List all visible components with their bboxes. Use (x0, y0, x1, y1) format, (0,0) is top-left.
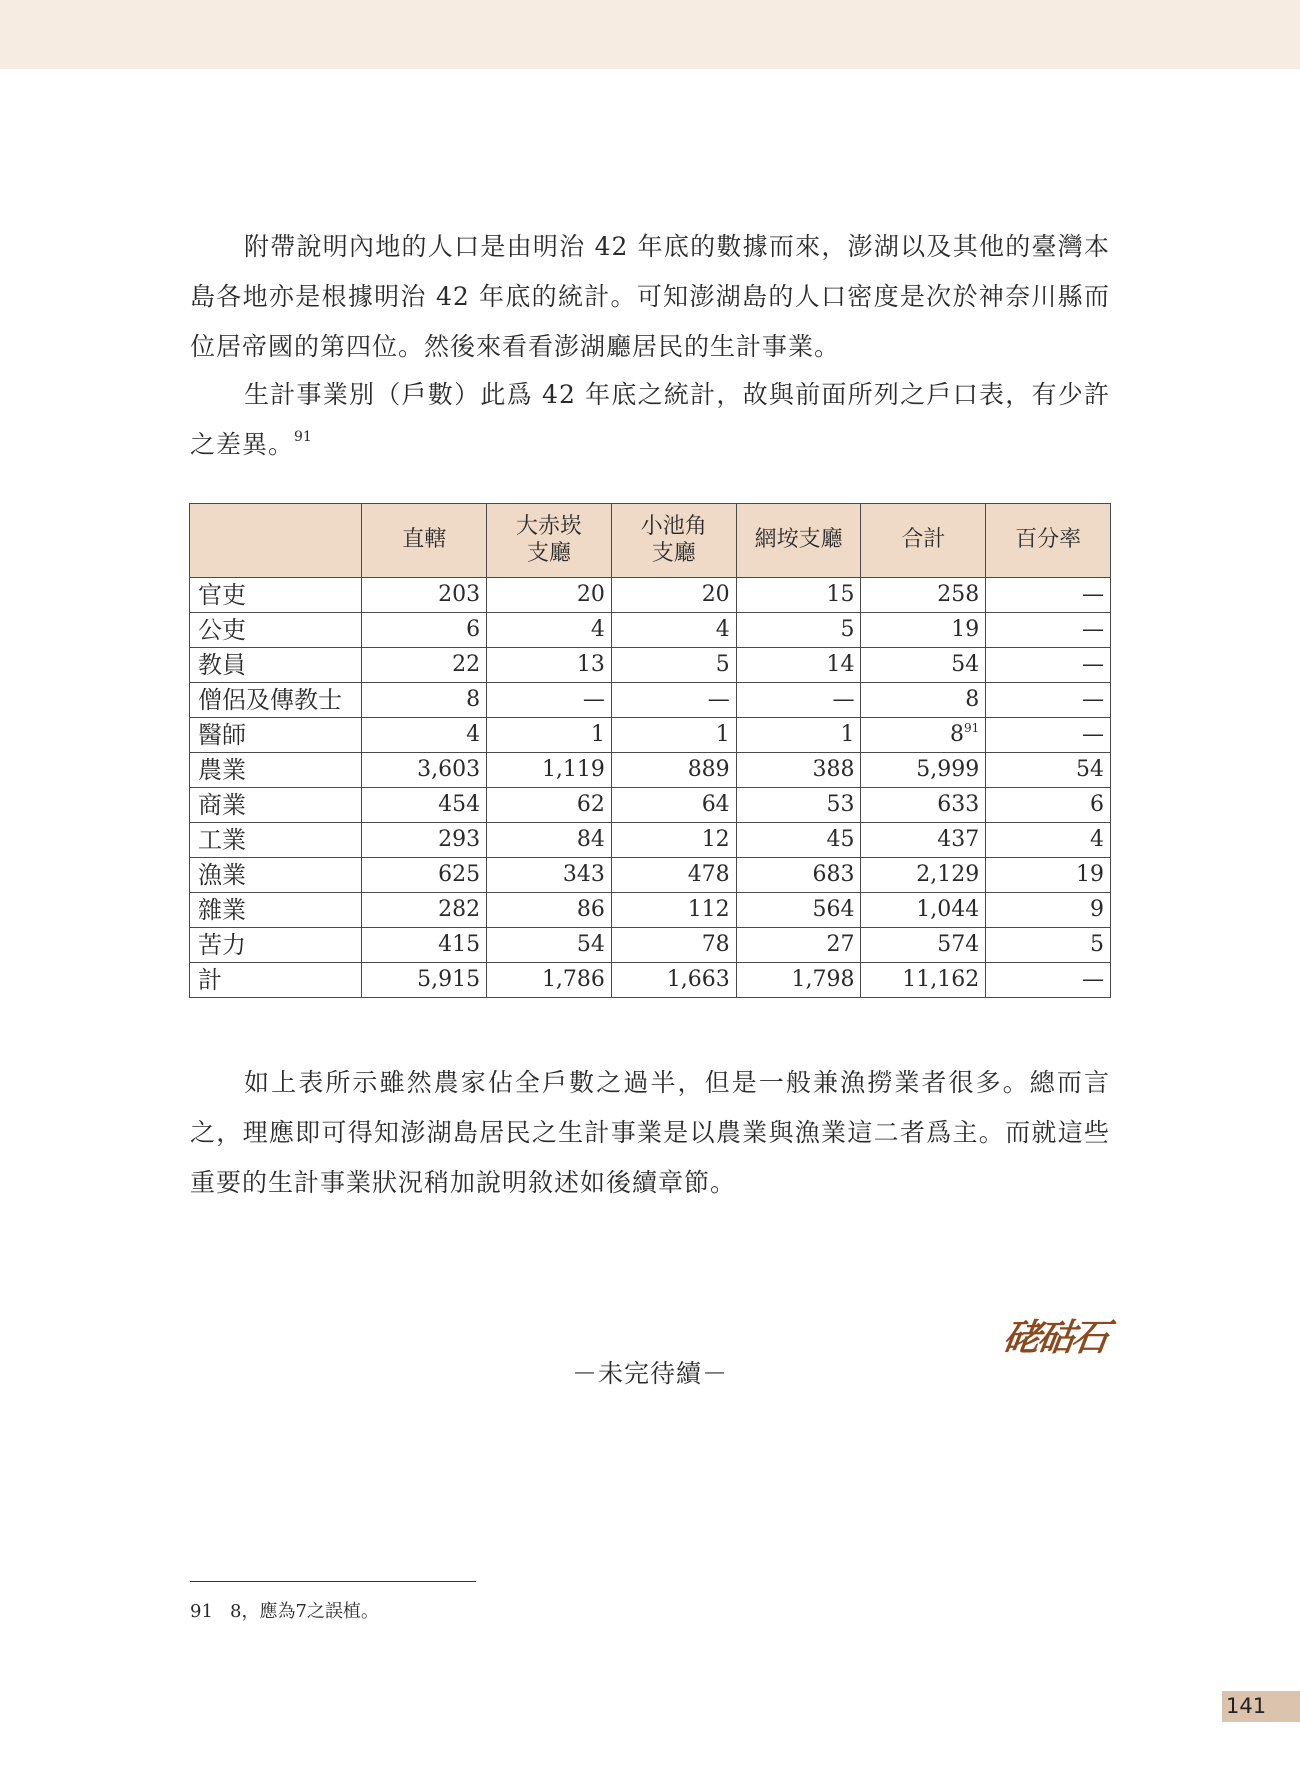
table-cell (736, 788, 861, 823)
table-cell (861, 893, 986, 928)
cell-value: 19 (951, 616, 980, 642)
cell-value: 454 (438, 791, 481, 817)
table-cell (611, 893, 736, 928)
cell-value: — (582, 686, 605, 712)
occupation-households-table (189, 503, 1111, 998)
cell-value: 13 (576, 651, 605, 677)
table-cell (736, 963, 861, 998)
table-cell (611, 858, 736, 893)
table-body (190, 578, 1111, 998)
cell-value: 86 (576, 896, 605, 922)
table-cell (736, 858, 861, 893)
table-cell (487, 718, 612, 753)
table-cell (986, 753, 1111, 788)
table-cell (986, 858, 1111, 893)
cell-value: 45 (826, 826, 855, 852)
table-cell (487, 823, 612, 858)
cell-value: — (832, 686, 855, 712)
table-cell (986, 613, 1111, 648)
table-row (190, 753, 1111, 788)
table-header-cell: 小池角 支廳 (611, 504, 736, 578)
cell-value: 293 (438, 826, 481, 852)
table-header-corner (190, 504, 362, 578)
cell-value: 574 (937, 931, 980, 957)
table-cell (736, 718, 861, 753)
table-cell (861, 718, 986, 753)
table-cell (736, 683, 861, 718)
table-cell (736, 753, 861, 788)
cell-value: 20 (576, 581, 605, 607)
table-cell (736, 648, 861, 683)
row-label: 僧侶及傳教士 (190, 683, 362, 718)
cell-value: — (1082, 651, 1104, 677)
cell-value: 282 (438, 896, 481, 922)
row-label: 計 (190, 963, 362, 998)
table-cell (736, 928, 861, 963)
table-cell (362, 893, 487, 928)
table-cell (861, 823, 986, 858)
table-cell (611, 788, 736, 823)
footnote-number: 91 (190, 1601, 213, 1622)
cell-value: 564 (812, 896, 855, 922)
cell-value: 15 (826, 581, 855, 607)
table-header-cell: 直轄 (362, 504, 487, 578)
cell-value: 1,786 (541, 966, 605, 992)
table-cell (736, 893, 861, 928)
table-header-row (190, 504, 1111, 578)
table-cell (362, 963, 487, 998)
cell-value: 3,603 (417, 756, 481, 782)
table-cell (736, 823, 861, 858)
cell-value: 62 (576, 791, 605, 817)
table-cell (736, 578, 861, 613)
magazine-logo: 硓𥑮石 (1000, 1315, 1109, 1359)
cell-value: 1,798 (791, 966, 855, 992)
table-row (190, 578, 1111, 613)
cell-value: — (1082, 616, 1104, 642)
cell-value: 5,915 (417, 966, 481, 992)
table-cell (487, 753, 612, 788)
table-row (190, 823, 1111, 858)
cell-value: 4 (590, 616, 605, 642)
cell-value: 1 (715, 721, 730, 747)
table-cell (487, 613, 612, 648)
row-label: 醫師 (190, 718, 362, 753)
table-cell (861, 788, 986, 823)
cell-value: 5 (840, 616, 855, 642)
cell-value: 1 (590, 721, 605, 747)
cell-value: 258 (937, 581, 980, 607)
table-row (190, 928, 1111, 963)
cell-value: 415 (438, 931, 481, 957)
table-cell (611, 683, 736, 718)
row-label: 官吏 (190, 578, 362, 613)
table-cell (362, 648, 487, 683)
cell-value: 683 (812, 861, 855, 887)
cell-value: 64 (701, 791, 730, 817)
top-decorative-band (0, 0, 1300, 69)
cell-value: 19 (1076, 861, 1104, 887)
footnote-ref: 91 (294, 429, 312, 445)
table-cell (986, 718, 1111, 753)
table-cell (986, 648, 1111, 683)
cell-value: 54 (951, 651, 980, 677)
cell-value: 27 (826, 931, 855, 957)
row-label: 教員 (190, 648, 362, 683)
cell-value: 4 (466, 721, 481, 747)
to-be-continued: －未完待續－ (571, 1359, 728, 1388)
table-row (190, 963, 1111, 998)
row-label: 商業 (190, 788, 362, 823)
cell-value: 112 (687, 896, 730, 922)
cell-value: — (1082, 966, 1104, 992)
cell-value: 889 (687, 756, 730, 782)
table-cell (986, 963, 1111, 998)
table-cell (986, 788, 1111, 823)
table-cell (362, 683, 487, 718)
cell-value: 343 (562, 861, 605, 887)
cell-value: 2,129 (916, 861, 980, 887)
cell-value: 6 (466, 616, 481, 642)
table-cell (362, 788, 487, 823)
table-header-cell: 合計 (861, 504, 986, 578)
table-row (190, 648, 1111, 683)
table-row (190, 613, 1111, 648)
cell-value: 203 (438, 581, 481, 607)
cell-value: 5 (1090, 931, 1104, 957)
table-cell (611, 753, 736, 788)
table-row (190, 788, 1111, 823)
table-cell (611, 928, 736, 963)
cell-value: 388 (812, 756, 855, 782)
table-cell (487, 858, 612, 893)
paragraph-table-intro-text: 生計事業別（戶數）此爲 42 年底之統計，故與前面所列之戶口表，有少許之差異。 (190, 380, 1110, 459)
footnote-text: 8，應為7之誤植。 (230, 1601, 379, 1622)
cell-value: 1,044 (916, 896, 980, 922)
table-cell (861, 613, 986, 648)
cell-value: 12 (701, 826, 730, 852)
cell-value: 1,119 (541, 756, 605, 782)
table-row (190, 893, 1111, 928)
table-cell (487, 963, 612, 998)
cell-value: 11,162 (902, 966, 980, 992)
table-row (190, 858, 1111, 893)
cell-value: 53 (826, 791, 855, 817)
table-header-cell: 大赤崁 支廳 (487, 504, 612, 578)
cell-value: 8 (965, 686, 980, 712)
cell-value: 84 (576, 826, 605, 852)
footnote (190, 1597, 379, 1623)
row-label: 雜業 (190, 893, 362, 928)
table-cell (861, 753, 986, 788)
cell-value: 1 (840, 721, 855, 747)
table-cell (362, 718, 487, 753)
table-cell (611, 648, 736, 683)
cell-value: 5,999 (916, 756, 980, 782)
table-cell (986, 893, 1111, 928)
table-cell (861, 683, 986, 718)
table-cell (362, 823, 487, 858)
cell-value: 8 (466, 686, 481, 712)
table-cell (487, 893, 612, 928)
table-cell (986, 928, 1111, 963)
table-cell (861, 963, 986, 998)
footnote-divider (190, 1581, 476, 1582)
table-cell (861, 928, 986, 963)
cell-value: 478 (687, 861, 730, 887)
table-cell (986, 683, 1111, 718)
cell-value: 437 (937, 826, 980, 852)
table-cell (861, 648, 986, 683)
table-cell (362, 753, 487, 788)
cell-value: 633 (937, 791, 980, 817)
cell-value: 22 (452, 651, 481, 677)
cell-value: 54 (576, 931, 605, 957)
table-cell (986, 823, 1111, 858)
cell-value: 4 (1090, 826, 1104, 852)
cell-value: 20 (701, 581, 730, 607)
table-cell (487, 578, 612, 613)
table-cell (611, 823, 736, 858)
cell-value: 1,663 (666, 966, 730, 992)
table-cell (487, 788, 612, 823)
cell-value: — (1082, 686, 1104, 712)
table-header-cell: 網垵支廳 (736, 504, 861, 578)
table-row (190, 718, 1111, 753)
cell-value: — (1082, 721, 1104, 747)
cell-value: — (1082, 581, 1104, 607)
table-cell (611, 578, 736, 613)
paragraph-table-intro (190, 370, 1110, 470)
table-cell (362, 858, 487, 893)
row-label: 苦力 (190, 928, 362, 963)
cell-value: 4 (715, 616, 730, 642)
table-cell (861, 858, 986, 893)
table-row (190, 683, 1111, 718)
paragraph-conclusion: 如上表所示雖然農家佔全戶數之過半，但是一般兼漁撈業者很多。總而言之，理應即可得知澎湖島居民之生計事業是以農業與漁業這二者爲主。而就這些重要的生計事業狀況稍加說明敘述如後續章節。 (190, 1068, 1110, 1197)
cell-value: 625 (438, 861, 481, 887)
table-cell (362, 928, 487, 963)
paragraph-intro: 附帶說明內地的人口是由明治 42 年底的數據而來，澎湖以及其他的臺灣本島各地亦是根據明治 42 年底的統計。可知澎湖島的人口密度是次於神奈川縣而位居帝國的第四位。然後來看看澎湖廳居民的生計事業。 (190, 232, 1110, 361)
row-label: 公吏 (190, 613, 362, 648)
cell-value: — (707, 686, 730, 712)
table-cell (611, 613, 736, 648)
cell-footnote-ref: 91 (963, 720, 980, 735)
cell-value: 78 (701, 931, 730, 957)
row-label: 農業 (190, 753, 362, 788)
table-cell (986, 578, 1111, 613)
table-cell (736, 613, 861, 648)
cell-value: 6 (1090, 791, 1104, 817)
table-cell (362, 613, 487, 648)
row-label: 工業 (190, 823, 362, 858)
table-cell (362, 578, 487, 613)
table-header-cell: 百分率 (986, 504, 1111, 578)
row-label: 漁業 (190, 858, 362, 893)
table-cell (487, 683, 612, 718)
table-cell (611, 963, 736, 998)
table-cell (861, 578, 986, 613)
table-cell (487, 648, 612, 683)
cell-value: 8 (949, 721, 964, 747)
page-number: 141 (1222, 1691, 1300, 1722)
table-cell (487, 928, 612, 963)
cell-value: 54 (1076, 756, 1104, 782)
cell-value: 5 (715, 651, 730, 677)
cell-value: 9 (1090, 896, 1104, 922)
table-cell (611, 718, 736, 753)
cell-value: 14 (826, 651, 855, 677)
